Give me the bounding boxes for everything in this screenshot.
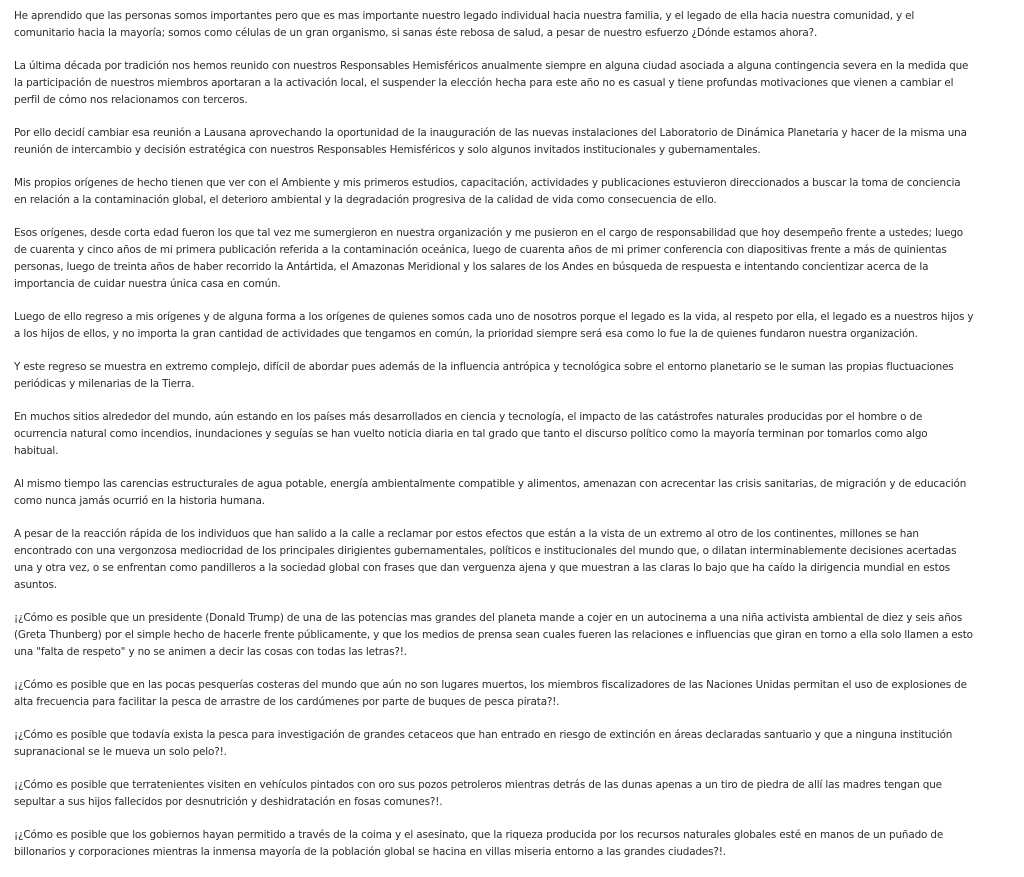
paragraph-10: A pesar de la reacción rápida de los individuos que han salido a la calle a reclamar por estos efectos que están a la vista de un extremo al otro de los continentes, millones se han encontrado con una vergonzosa mediocridad de los principales dirigientes gubernamentales, políticos e institucionales del mundo que, o dilatan interminablemente decisiones acertadas una y otra vez, o se enfrentan como pandilleros a la sociedad global con frases que dan verguenza ajena y que muestran a las claras lo bajo que ha caído la dirigencia mundial en estos asuntos. — [14, 528, 957, 591]
paragraph-14: ¡¿Cómo es posible que terratenientes visiten en vehículos pintados con oro sus pozos petroleros mientras detrás de las dunas apenas a un tiro de piedra de allí las madres tengan que sepultar a sus hijos fallecidos por desnutrición y deshidratación en fosas comunes?!. — [14, 779, 942, 808]
paragraph-6: Luego de ello regreso a mis orígenes y de alguna forma a los orígenes de quienes somos cada uno de nosotros porque el legado es la vida, al respeto por ella, el legado es a nuestros hijos y a los hijos de ellos, y no importa la gran cantidad de actividades que tengamos en común, la prioridad siempre será esa como lo fue la de quienes fundaron nuestra organización. — [14, 311, 974, 340]
paragraph-11: ¡¿Cómo es posible que un presidente (Donald Trump) de una de las potencias mas grandes del planeta mande a cojer en un autocinema a una niña activista ambiental de diez y seis años (Greta Thunberg) por el simple hecho de hacerle frente públicamente, y que los medios de prensa sean cuales fueren las relaciones e influencias que giran en torno a ella solo llamen a esto una "falta de respeto" y no se animen a decir las cosas con todas las letras?!. — [14, 612, 973, 658]
paragraph-9: Al mismo tiempo las carencias estructurales de agua potable, energía ambientalmente compatible y alimentos, amenazan con acrecentar las crisis sanitarias, de migración y de educación como nunca jamás ocurrió en la historia humana. — [14, 478, 967, 507]
paragraph-1: He aprendido que las personas somos importantes pero que es mas importante nuestro legado individual hacia nuestra familia, y el legado de ella hacia nuestra comunidad, y el comunitario hacia la mayoría; somos como células de un gran organismo, si sanas éste rebosa de salud, a pesar de nuestro esfuerzo ¿Dónde estamos ahora?. — [14, 10, 915, 39]
paragraph-13: ¡¿Cómo es posible que todavía exista la pesca para investigación de grandes cetaceos que han entrado en riesgo de extinción en áreas declaradas santuario y que a ninguna institución supranacional se le mueva un solo pelo?!. — [14, 729, 953, 758]
paragraph-3: Por ello decidí cambiar esa reunión a Lausana aprovechando la oportunidad de la inauguración de las nuevas instalaciones del Laboratorio de Dinámica Planetaria y hacer de la misma una reunión de intercambio y decisión estratégica con nuestros Responsables Hemisféricos y solo algunos invitados institucionales y gubernamentales. — [14, 127, 967, 156]
document-body — [14, 8, 974, 877]
paragraph-5: Esos orígenes, desde corta edad fueron los que tal vez me sumergieron en nuestra organización y me pusieron en el cargo de responsabilidad que hoy desempeño frente a ustedes; luego de cuarenta y cinco años de mi primera publicación referida a la contaminación oceánica, luego de cuarenta años de mi primer conferencia con diapositivas frente a más de quinientas personas, luego de treinta años de haber recorrido la Antártida, el Amazonas Meridional y los salares de los Andes en búsqueda de respuesta e intentando concientizar acerca de la importancia de cuidar nuestra única casa en común. — [14, 227, 964, 290]
paragraph-4: Mis propios orígenes de hecho tienen que ver con el Ambiente y mis primeros estudios, capacitación, actividades y publicaciones estuvieron direccionados a buscar la toma de conciencia en relación a la contaminación global, el deterioro ambiental y la degradación progresiva de la calidad de vida como consecuencia de ello. — [14, 177, 961, 206]
paragraph-15: ¡¿Cómo es posible que los gobiernos hayan permitido a través de la coima y el asesinato, que la riqueza producida por los recursos naturales globales esté en manos de un puñado de billonarios y corporaciones mientras la inmensa mayoría de la población global se hacina en villas miseria entorno a las grandes ciudades?!. — [14, 829, 944, 858]
paragraph-8: En muchos sitios alrededor del mundo, aún estando en los países más desarrollados en ciencia y tecnología, el impacto de las catástrofes naturales producidas por el hombre o de ocurrencia natural como incendios, inundaciones y seguías se han vuelto noticia diaria en tal grado que tanto el discurso político como la mayoría terminan por tomarlos como algo habitual. — [14, 411, 928, 457]
paragraph-12: ¡¿Cómo es posible que en las pocas pesquerías costeras del mundo que aún no son lugares muertos, los miembros fiscalizadores de las Naciones Unidas permitan el uso de explosiones de alta frecuencia para facilitar la pesca de arrastre de los cardúmenes por parte de buques de pesca pirata?!. — [14, 679, 967, 708]
paragraph-7: Y este regreso se muestra en extremo complejo, difícil de abordar pues además de la influencia antrópica y tecnológica sobre el entorno planetario se le suman las propias fluctuaciones periódicas y milenarias de la Tierra. — [14, 361, 954, 390]
paragraph-2: La última década por tradición nos hemos reunido con nuestros Responsables Hemisféricos anualmente siempre en alguna ciudad asociada a alguna contingencia severa en la medida que la participación de nuestros miembros aportaran a la activación local, el suspender la elección hecha para este año no es casual y tiene profundas motivaciones que vienen a cambiar el perfil de cómo nos relacionamos con terceros. — [14, 60, 969, 106]
